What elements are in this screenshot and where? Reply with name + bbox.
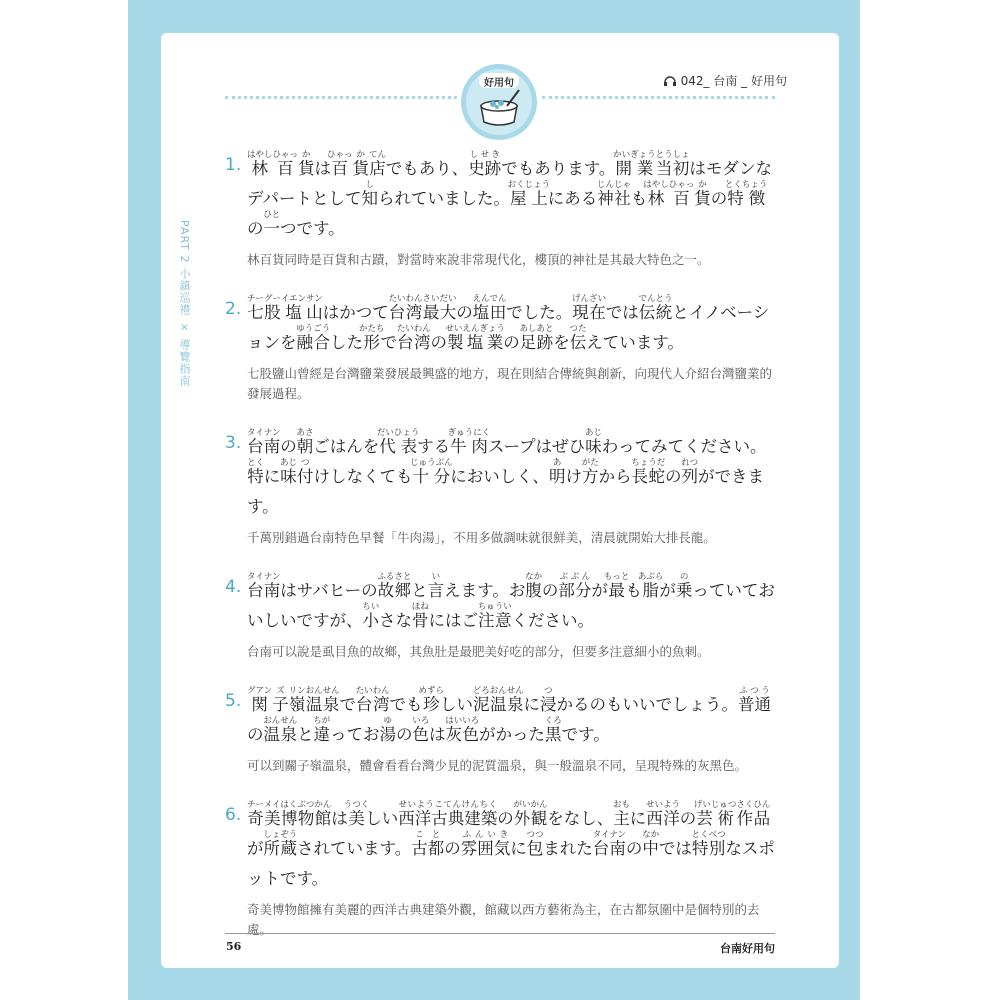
japanese-text: 台南タイナンはサバヒーの故郷ふるさとと言いえます。お腹なかの部分ぶぶんが最もっとも脂あぶらが乗のっていておいしいですが、小ちいさな骨ほねにはご注意ちゅういください。 [247,572,775,630]
phrase-item [225,572,780,662]
item-number: 5. [225,691,242,711]
page-number: 56 [226,940,242,953]
chinese-translation: 奇美博物館擁有美麗的西洋古典建築外觀，館藏以西方藝術為主，在古都氛圍中是個特別的去處。 [247,902,760,937]
chinese-translation: 千萬別錯過台南特色早餐「牛肉湯」，不用多做調味就很鮮美，清晨就開始大排長龍。 [247,530,716,545]
japanese-sentence [225,686,780,750]
item-number: 3. [225,433,242,453]
phrase-item [225,800,780,940]
japanese-text: 関グアン子ズ嶺リン温泉おんせんで台湾たいわんでも珍めずらしい泥温泉どろおんせんに浸つかるのもいいでしょう。普通ふつうの温泉おんせんと違ちがってお湯ゆの色いろは灰色はいいろがかった黒くろです。 [247,686,771,744]
side-section-label: PART 2 小鎮巡禮 × 導覽指南 [178,220,191,388]
japanese-text: 林はやし百ひゃっ貨かは百ひゃっ貨か店てんでもあり、史跡しせきでもあります。開業かいぎょう当初とうしょはモダンなデパートとして知しられていました。屋上おくじょうにある神社じんじゃも林はやし百ひゃっ貨かの特徴とくちょうの一ひとつです。 [247,150,773,238]
item-number: 1. [225,155,242,175]
phrase-list [225,150,780,964]
headphones-icon [663,75,677,87]
section-badge [459,62,539,142]
phrase-item [225,686,780,776]
japanese-text: 奇美博物館チーメイはくぶつかんは美うつくしい西洋古典建築せいようこてんけんちくの外観がいかんをなし、主おもに西洋せいようの芸術げいじゅつ作品さくひんが所蔵しょぞうされています。古都ことの雰囲気ふんいきに包つつまれた台南タイナンの中なかでは特別とくべつなスポットです。 [247,800,775,888]
japanese-sentence [225,150,780,244]
phrase-item [225,150,780,270]
header-dotted-line-right [542,96,775,99]
japanese-text: 台南タイナンの朝あさごはんを代表だいひょうする牛肉ぎゅうにくスープはぜひ味あじわってみてください。特とくに味あじ付つけしなくても十分じゅうぶんにおいしく、明あけ方がたから長蛇ちょうだの列れつができます。 [247,428,767,516]
track-text: 042_ 台南 _ 好用句 [680,74,787,88]
chinese-translation: 台南可以說是虱目魚的故鄉，其魚肚是最肥美好吃的部分，但要多注意細小的魚刺。 [247,644,710,659]
item-number: 6. [225,805,242,825]
japanese-text: 七股チーグー塩イエン山サンはかつて台湾最大たいわんさいだいの塩田えんでんでした。現在げんざいでは伝統でんとうとイノベーションを融合ゆうごうした形かたちで台湾たいわんの製塩業せいえんぎょうの足跡あしあとを伝つたえています。 [247,294,770,352]
footer-divider [225,933,775,934]
item-number: 2. [225,299,242,319]
japanese-sentence [225,572,780,636]
chinese-translation: 可以到關子嶺溫泉，體會看看台灣少見的泥質溫泉，與一般溫泉不同，呈現特殊的灰黑色。 [247,758,748,773]
japanese-sentence [225,800,780,894]
chinese-translation: 林百貨同時是百貨和古蹟，對當時來說非常現代化，樓頂的神社是其最大特色之一。 [247,252,710,267]
phrase-item [225,428,780,548]
badge-label: 好用句 [484,78,514,89]
japanese-sentence [225,428,780,522]
chinese-translation: 七股鹽山曾經是台灣鹽業發展最興盛的地方，現在則結合傳統與創新，向現代人介紹台灣鹽業的發展過程。 [247,366,773,401]
header-dotted-line-left [225,96,457,99]
footer-title: 台南好用句 [720,942,775,955]
japanese-sentence [225,294,780,358]
phrase-item [225,294,780,404]
audio-track-label [663,72,787,89]
item-number: 4. [225,577,242,597]
